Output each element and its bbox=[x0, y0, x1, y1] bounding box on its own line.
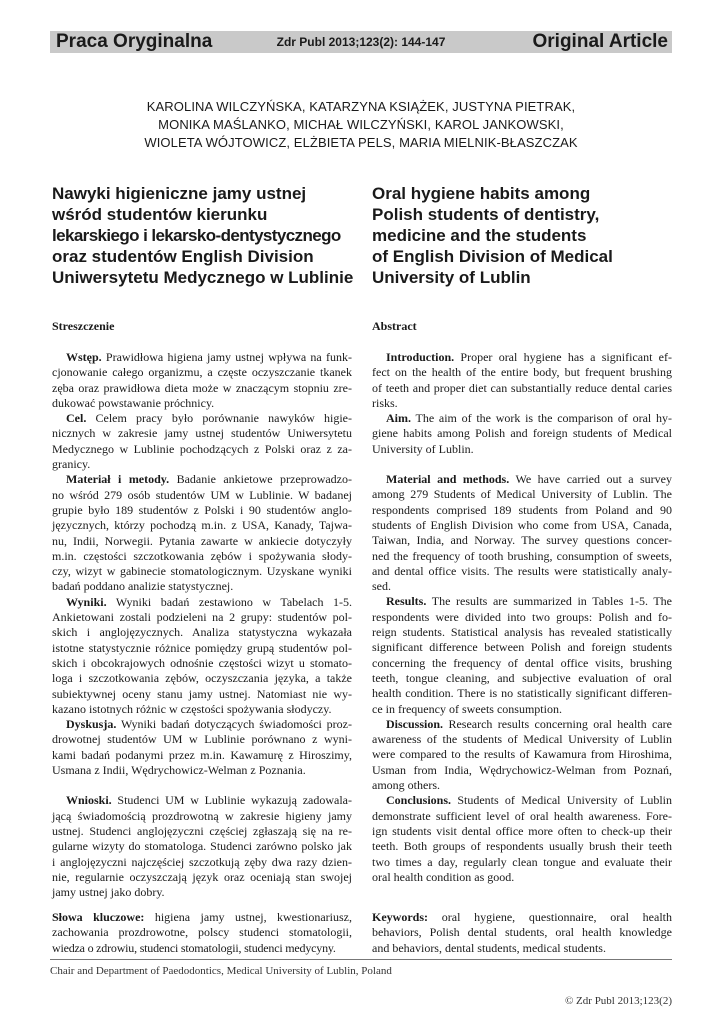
keywords-label-pl: Słowa kluczowe: bbox=[52, 910, 145, 924]
text-line: czy, wizyt w gabinecie stomatologicznym. Uzyskane wyniki bbox=[52, 564, 352, 579]
text-line: Aim. The aim of the work is the comparison of oral hy- bbox=[386, 411, 672, 426]
keywords-label-en: Keywords: bbox=[372, 910, 428, 924]
keywords-polish bbox=[52, 910, 352, 956]
text-line: Ankietowani zostali podzieleni na 2 grupy: studentów pol- bbox=[52, 610, 352, 625]
text-line: Słowa kluczowe: higiena jamy ustnej, kwestionariusz, bbox=[52, 910, 352, 924]
text-line: kami badań podanymi przez m.in. Kawamurę z Hiroszimy, bbox=[52, 747, 352, 762]
footer-divider bbox=[50, 959, 672, 960]
text-line: and dental office visits. The results were statistically analy- bbox=[372, 563, 672, 578]
text-line: students of English Division who come from USA, Canada, bbox=[372, 517, 672, 532]
wstep-label: Wstęp. bbox=[66, 350, 102, 364]
text-line: ign students visit dental office more often to check-up their bbox=[372, 823, 672, 838]
title-line: lekarskiego i lekarsko-dentystycznego bbox=[52, 226, 341, 245]
text-line: Taiwan, India, and Norway. The survey questions concer- bbox=[372, 533, 672, 548]
author-line: MONIKA MAŚLANKO, MICHAŁ WILCZYŃSKI, KAROL JANKOWSKI, bbox=[158, 117, 564, 132]
text-line: Cel. Celem pracy było porównanie nawyków higie- bbox=[66, 411, 353, 426]
keywords-english bbox=[372, 910, 672, 956]
text-line: awareness of the students of Medical University of Lublin bbox=[372, 732, 672, 747]
text-line: Dyskusja. Wyniki badań dotyczących świadomości proz- bbox=[66, 717, 352, 732]
text-line: zachowania prozdrowotne, polscy studenci stomatologii, bbox=[52, 925, 352, 940]
text-line: Results. The results are summarized in Tables 1-5. The bbox=[386, 594, 672, 609]
author-list bbox=[50, 98, 672, 152]
text-line: jamy ustnej jako dobry. bbox=[52, 885, 165, 900]
abstract-polish bbox=[52, 350, 352, 900]
article-type-en: Original Article bbox=[532, 31, 668, 52]
text-line: giene habits among Polish and foreign students of Medical bbox=[372, 426, 672, 441]
text-line: jącą świadomością prozdrowotną w zakresie higieny jamy bbox=[52, 808, 352, 823]
title-line: Nawyki higieniczne jamy ustnej bbox=[52, 184, 307, 203]
text-line: grupie było 189 studentów z Polski i 90 studentów anglo- bbox=[52, 502, 352, 517]
text-line: Conclusions. Students of Medical University of Lublin bbox=[386, 793, 672, 808]
text-line: gularne wizyty do stomatologa. Studenci zarówno polsko jak bbox=[52, 839, 352, 854]
text-line: of teeth and proper diet can substantially reduce dental caries bbox=[372, 380, 672, 395]
text-line: demonstrate sufficient level of oral health awareness. Fore- bbox=[372, 808, 672, 823]
text-line: University of Lublin. bbox=[372, 441, 474, 456]
text-line: istotne statystycznie różnice pomiędzy grupą studentów pol- bbox=[52, 640, 352, 655]
text-line: loga i szczotkowania zębów, oczyszczania języka, a także bbox=[52, 671, 352, 686]
text-line: Discussion. Research results concerning oral health care bbox=[386, 716, 672, 731]
text-line: nicznych w zakresie jamy ustnej studentów Uniwersytetu bbox=[52, 426, 352, 441]
journal-header-bar bbox=[50, 31, 672, 53]
title-line: Oral hygiene habits among bbox=[372, 184, 591, 203]
author-line: WIOLETA WÓJTOWICZ, ELŻBIETA PELS, MARIA MIELNIK-BŁASZCZAK bbox=[144, 135, 578, 150]
aim-label: Aim. bbox=[386, 411, 411, 426]
text-line: dukować powstawanie próchnicy. bbox=[52, 395, 215, 410]
text-line: Usman from India, Wędrychowicz-Welman from Poznań, bbox=[372, 762, 672, 777]
text-line: and behaviors, dental students, medical students. bbox=[372, 940, 606, 955]
text-line: ned the frequency of tooth brushing, consumption of sweets, bbox=[372, 548, 672, 563]
text-line: cjonowanie całego organizmu, a częste oczyszczanie tkanek bbox=[52, 365, 352, 380]
text-line: badań poddano analizie statystycznej. bbox=[52, 579, 234, 594]
title-line: oraz studentów English Division bbox=[52, 247, 314, 266]
abstract-english bbox=[372, 350, 672, 885]
text-line: skich i anglojęzycznych. Analiza statystyczna wykazała bbox=[52, 625, 352, 640]
text-line: risks. bbox=[372, 395, 398, 410]
text-line: oral health condition as good. bbox=[372, 869, 515, 884]
text-line: wiedza o zdrowiu, studenci stomatologii, studenci medycyny. bbox=[52, 940, 336, 955]
text-line: Materiał i metody. Badanie ankietowe przeprowadzo- bbox=[66, 472, 353, 487]
streszczenie-heading: Streszczenie bbox=[52, 319, 115, 333]
text-line: nie, regularnie oczyszczają język oraz oceniają stan swojej bbox=[52, 869, 352, 884]
cel-label: Cel. bbox=[66, 411, 87, 426]
text-line: among 279 Students of Medical University of Lublin. The bbox=[372, 487, 672, 502]
introduction-label: Introduction. bbox=[386, 350, 455, 364]
text-line: no wśród 279 osób studentów UM w Lublinie. W badanej bbox=[52, 487, 352, 502]
text-line: m.in. częstości szczotkowania zębów i spożywania słody- bbox=[52, 548, 352, 563]
text-line: Keywords: oral hygiene, questionnaire, oral health bbox=[372, 910, 673, 924]
article-type-pl: Praca Oryginalna bbox=[56, 31, 213, 52]
text-line: teeth, tongue cleaning, and subjective evaluation of oral bbox=[372, 670, 672, 685]
metody-label: Materiał i metody. bbox=[66, 472, 170, 487]
text-line: subiektywnej oceny stanu jamy ustnej. Natomiast nie wy- bbox=[52, 686, 352, 701]
text-line: Medycznego w Lublinie pochodzących z Polski oraz z za- bbox=[52, 441, 352, 456]
title-line: wśród studentów kierunku bbox=[52, 205, 268, 224]
dyskusja-label: Dyskusja. bbox=[66, 717, 117, 732]
text-line: teeth. Both groups of respondents usually brush their teeth bbox=[372, 839, 672, 854]
wnioski-label: Wnioski. bbox=[66, 793, 112, 808]
text-line: skich i obcokrajowych odnośnie częstości wizyt u stomato- bbox=[52, 655, 352, 670]
conclusions-label: Conclusions. bbox=[386, 793, 452, 808]
text-line: nu, Indii, Norwegii. Pytania zawarte w ankiecie dotyczyły bbox=[52, 533, 352, 548]
text-line: behaviors, Polish dental students, oral health knowledge bbox=[372, 925, 672, 940]
title-line: University of Lublin bbox=[372, 268, 531, 287]
abstract-heading: Abstract bbox=[372, 319, 417, 333]
copyright-notice: © Zdr Publ 2013;123(2) bbox=[564, 995, 672, 1007]
text-line: concerning the frequency of dental office visits, brushing bbox=[372, 655, 672, 670]
text-line: kazano istotnych różnic w częstości spożywania słodyczy. bbox=[52, 701, 332, 716]
text-line: significant difference between Polish and foreign students bbox=[372, 640, 672, 655]
text-line: among others. bbox=[372, 778, 440, 793]
text-line: Material and methods. We have carried out a survey bbox=[386, 472, 672, 487]
text-line: języcznych, którzy pochodzą m.in. z USA, Kanady, Tajwa- bbox=[52, 518, 352, 533]
text-line: respondents comprised 189 students from Poland and 90 bbox=[372, 502, 672, 517]
text-line: health condition. There is no statistically significant differen- bbox=[372, 686, 672, 701]
text-line: ustnej. Studenci anglojęzyczni częściej zgłaszają się na re- bbox=[52, 823, 352, 838]
text-line: respondents were divided into two groups: Polish and fo- bbox=[372, 609, 672, 624]
text-line: granicy. bbox=[52, 457, 91, 472]
title-line: Polish students of dentistry, bbox=[372, 205, 600, 224]
title-line: of English Division of Medical bbox=[372, 247, 613, 266]
title-line: Uniwersytetu Medycznego w Lublinie bbox=[52, 268, 354, 287]
journal-citation: Zdr Publ 2013;123(2): 144-147 bbox=[276, 35, 446, 49]
text-line: Wyniki. Wyniki badań zestawiono w Tabelach 1-5. bbox=[66, 594, 352, 609]
title-english bbox=[372, 183, 613, 288]
text-line: ce in frequency of sweets consumption. bbox=[372, 701, 562, 716]
text-line: fect on the health of the entire body, but frequent brushing bbox=[372, 365, 672, 380]
methods-label: Material and methods. bbox=[386, 472, 510, 487]
title-polish bbox=[52, 183, 353, 288]
text-line: sed. bbox=[372, 579, 391, 594]
text-line: two times a day, regularly clean tongue and evaluate their bbox=[372, 854, 672, 869]
text-line: Wnioski. Studenci UM w Lublinie wykazują zadowala- bbox=[66, 793, 353, 808]
affiliation-footnote: Chair and Department of Paedodontics, Medical University of Lublin, Poland bbox=[50, 965, 392, 977]
discussion-label: Discussion. bbox=[386, 716, 444, 731]
text-line: reign students. Statistical analysis has revealed statistically bbox=[372, 625, 672, 640]
text-line: drowotnej studentów UM w Lublinie porównano z wyni- bbox=[52, 732, 352, 747]
text-line: Wstęp. Prawidłowa higiena jamy ustnej wpływa na funk- bbox=[66, 350, 352, 364]
text-line: Usmana z Indii, Wędrychowicz-Welman z Poznania. bbox=[52, 763, 306, 778]
results-label: Results. bbox=[386, 594, 427, 609]
text-line: zęba oraz prawidłowa dieta może w znaczącym stopniu zre- bbox=[52, 380, 352, 395]
title-line: medicine and the students bbox=[372, 226, 587, 245]
text-line: Introduction. Proper oral hygiene has a significant ef- bbox=[386, 350, 672, 364]
author-line: KAROLINA WILCZYŃSKA, KATARZYNA KSIĄŻEK, JUSTYNA PIETRAK, bbox=[146, 99, 576, 114]
text-line: were compared to the results of Kawamura from Hiroshima, bbox=[372, 747, 672, 762]
text-line: i anglojęzyczni najczęściej szczotkują zęby dwa razy dzien- bbox=[52, 854, 352, 869]
wyniki-label: Wyniki. bbox=[66, 594, 107, 609]
